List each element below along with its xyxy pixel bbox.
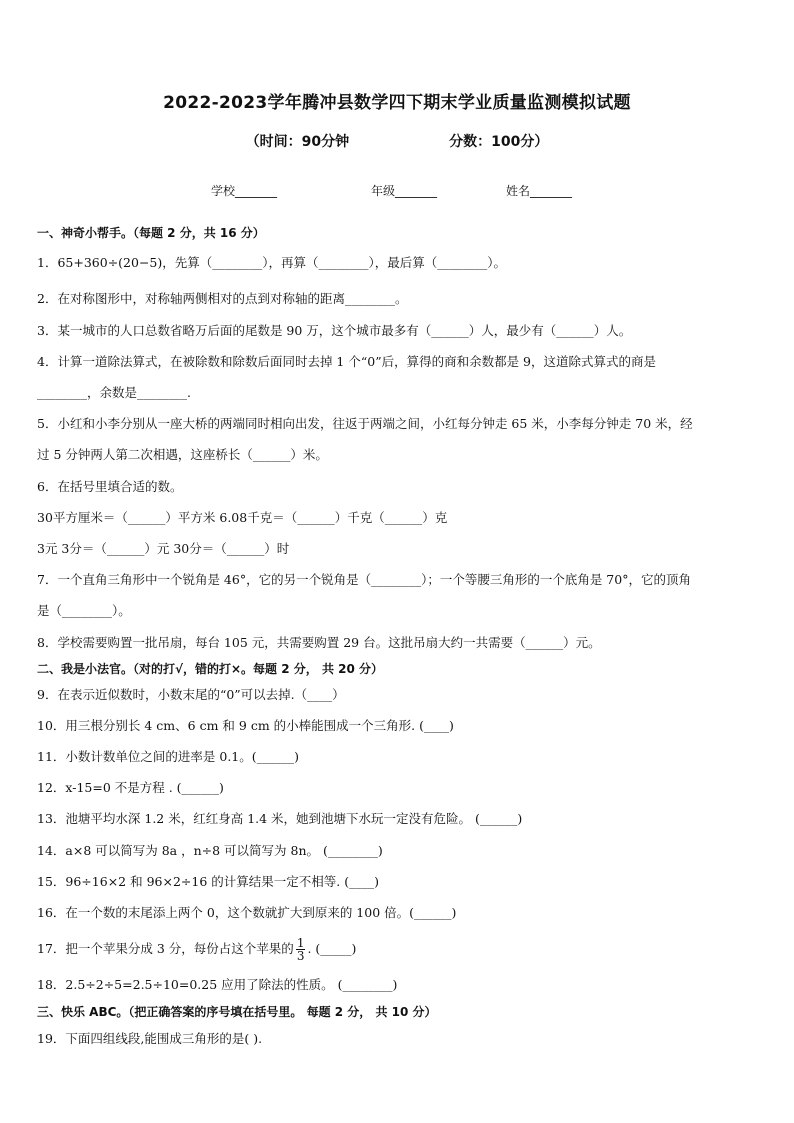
question-6: 6．在括号里填合适的数。: [37, 479, 183, 494]
question-2: 2．在对称图形中，对称轴两侧相对的点到对称轴的距离________。: [37, 291, 408, 306]
question-4-line-1: 4．计算一道除法算式，在被除数和除数后面同时去掉 1 个“0”后，算得的商和余数都是 9，这道除式算式的商是: [37, 354, 657, 369]
question-13: 13．池塘平均水深 1.2 米，红红身高 1.4 米，她到池塘下水玩一定没有危险。 (______): [37, 811, 523, 826]
question-4-line-2: ________，余数是________.: [37, 385, 191, 400]
exam-score: 分数：100分）: [449, 134, 549, 150]
question-12: 12．x-15=0 不是方程 . (______): [37, 780, 224, 795]
question-6-part-a: 30平方厘米＝（______）平方米 6.08千克＝（______）千克（______）克: [37, 510, 448, 525]
question-17: [37, 934, 356, 964]
fraction: [296, 937, 306, 962]
section-heading: 二、我是小法官。（对的打√，错的打×。每题 2 分， 共 20 分）: [37, 662, 383, 676]
question-18: 18．2.5÷2÷5=2.5÷10=0.25 应用了除法的性质。 (________): [37, 977, 398, 992]
question-5-line-2: 过 5 分钟两人第二次相遇，这座桥长（______）米。: [37, 447, 328, 462]
question-14: 14．a×8 可以简写为 8a ，n÷8 可以简写为 8n。 (________): [37, 843, 383, 858]
grade-field[interactable]: 年级_______: [371, 184, 438, 198]
question-9: 9．在表示近似数时，小数末尾的“0”可以去掉.（____）: [37, 687, 345, 702]
question-number: 1．: [37, 255, 58, 270]
question-7-line-1: 7．一个直角三角形中一个锐角是 46°，它的另一个锐角是（________）；一个等腰三角形的一个底角是 70°，它的顶角: [37, 572, 691, 587]
question-6-part-b: 3元 3分＝（______）元 30分＝（______）时: [37, 541, 290, 556]
page-title: 2022-2023学年腾冲县数学四下期末学业质量监测模拟试题: [163, 93, 631, 113]
question-5-line-1: 5．小红和小李分别从一座大桥的两端同时相向出发，往返于两端之间，小红每分钟走 65 米，小李每分钟走 70 米，经: [37, 416, 693, 431]
question-8: 8．学校需要购置一批吊扇，每台 105 元，共需要购置 29 台。这批吊扇大约一共需要（______）元。: [37, 635, 601, 650]
section-heading: 一、神奇小帮手。（每题 2 分，共 16 分）: [37, 226, 265, 240]
fraction-denominator: 3: [296, 949, 305, 963]
question-10: 10．用三根分别长 4 cm、6 cm 和 9 cm 的小棒能围成一个三角形. (____): [37, 718, 454, 733]
question-19: 19．下面四组线段,能围成三角形的是( ).: [37, 1031, 263, 1046]
exam-meta: [0, 131, 794, 151]
question-11: 11．小数计数单位之间的进率是 0.1。(______): [37, 749, 300, 764]
student-info: [0, 182, 794, 202]
question-text: 17．把一个苹果分成 3 分，每份占这个苹果的: [37, 941, 294, 956]
question-16: 16．在一个数的末尾添上两个 0，这个数就扩大到原来的 100 倍。(______): [37, 905, 457, 920]
question-1: [37, 254, 506, 272]
name-field[interactable]: 姓名_______: [506, 184, 573, 198]
school-field[interactable]: 学校_______: [211, 184, 278, 198]
question-3: 3．某一城市的人口总数省略万后面的尾数是 90 万，这个城市最多有（______）人，最少有（______）人。: [37, 323, 632, 338]
question-text: . (_____): [307, 941, 357, 956]
question-7-line-2: 是（________）。: [37, 603, 131, 618]
fraction-numerator: 1: [296, 936, 305, 950]
exam-time: （时间：90分钟: [245, 134, 350, 150]
math-expression: 65+360÷(20−5): [57, 255, 163, 270]
section-heading: 三、快乐 ABC。（把正确答案的序号填在括号里。 每题 2 分， 共 10 分）: [37, 1005, 437, 1019]
question-text: ，先算（________），再算（________），最后算（________）。: [162, 255, 507, 270]
question-15: 15．96÷16×2 和 96×2÷16 的计算结果一定不相等. (____): [37, 874, 379, 889]
